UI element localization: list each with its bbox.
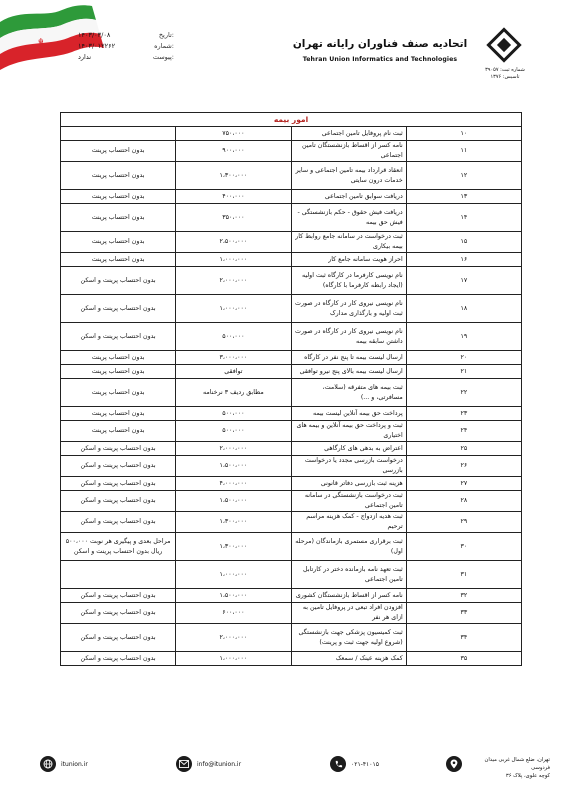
website-link[interactable]: itunion.ir [61,760,88,768]
row-number: ۱۴ [406,204,521,232]
date-label: تاریخ: [158,31,174,39]
email-item [176,756,241,772]
website-item [40,756,88,772]
service-fee: ۱،۵۰۰،۰۰۰ [176,589,291,603]
table-row [61,407,522,421]
row-number: ۲۲ [406,379,521,407]
service-fee: ۱،۰۰۰،۰۰۰ [176,561,291,589]
date-value: ۱۴۰۳/۰۳/۰۸ [78,31,111,39]
service-note: بدون احتساب پرینت [61,204,176,232]
service-note: بدون احتساب پرینت [61,421,176,442]
section-header-row [61,113,522,127]
service-description: ارسال لیست بیمه تا پنج نفر در کارگاه [291,351,406,365]
table-row [61,652,522,666]
phone-number: ۰۲۱-۴۱۰۱۵ [351,760,379,768]
service-description: ثبت درخواست در سامانه جامع روابط کار بیمه بیکاری [291,232,406,253]
service-description: ثبت بیمه های متفرقه (سلامت، مسافرتی، و ...) [291,379,406,407]
service-description: دریافت فیش حقوق - حکم بازنشستگی - فیش حق بیمه [291,204,406,232]
service-fee: ۲،۰۰۰،۰۰۰ [176,267,291,295]
section-title: امور بیمه [61,113,522,127]
service-note: بدون احتساب پرینت [61,162,176,190]
table-row [61,351,522,365]
service-description: کمک هزینه عینک / سمعک [291,652,406,666]
row-number: ۱۰ [406,127,521,141]
service-note: بدون احتساب پرینت و اسکن [61,267,176,295]
row-number: ۱۸ [406,295,521,323]
service-fee: ۱،۵۰۰،۰۰۰ [176,491,291,512]
service-note: بدون احتساب پرینت و اسکن [61,624,176,652]
service-description: نام نویسی نیروی کار در کارگاه در صورت ثبت اولیه و بارگذاری مدارک [291,295,406,323]
union-logo [478,24,530,66]
table-row [61,491,522,512]
address [470,756,550,780]
table-row [61,624,522,652]
service-note: بدون احتساب پرینت [61,407,176,421]
service-note: بدون احتساب پرینت [61,232,176,253]
service-fee: ۲،۵۰۰،۰۰۰ [176,232,291,253]
service-fee: ۵۰۰،۰۰۰ [176,407,291,421]
service-description: ثبت نام پروفایل تامین اجتماعی [291,127,406,141]
attachment-label: پیوست: [152,53,174,61]
service-note: مراحل بعدی و پیگیری هر نوبت ۵۰۰،۰۰۰ ریال بدون احتساب پرینت و اسکن [61,533,176,561]
service-note: بدون احتساب پرینت و اسکن [61,323,176,351]
email-link[interactable]: info@itunion.ir [197,760,242,768]
service-fee: توافقی [176,365,291,379]
location-pin-icon [446,756,462,772]
service-fee: ۱،۰۰۰،۰۰۰ [176,295,291,323]
service-fee: ۱،۰۰۰،۰۰۰ [176,652,291,666]
number-value: ۱۴۰۳/۰۱۲۲۶۲ [78,42,116,50]
service-note: بدون احتساب پرینت [61,351,176,365]
table-row [61,323,522,351]
table-row [61,456,522,477]
service-fee: ۵۰۰،۰۰۰ [176,421,291,442]
row-number: ۳۰ [406,533,521,561]
service-description: نام نویسی نیروی کار در کارگاه در صورت داشتن سابقه بیمه [291,323,406,351]
service-fee: ۹۰۰،۰۰۰ [176,141,291,162]
table-row [61,295,522,323]
table-row [61,442,522,456]
row-number: ۱۱ [406,141,521,162]
service-note [61,561,176,589]
service-description: نامه کسر از اقساط بازنشستگان تامین اجتماعی [291,141,406,162]
service-note: بدون احتساب پرینت و اسکن [61,442,176,456]
svg-text:☬: ☬ [38,37,44,46]
row-number: ۲۴ [406,421,521,442]
row-number: ۲۵ [406,442,521,456]
service-note: بدون احتساب پرینت و اسکن [61,589,176,603]
table-row [61,477,522,491]
service-fee: ۱،۳۰۰،۰۰۰ [176,512,291,533]
service-note: بدون احتساب پرینت و اسکن [61,456,176,477]
service-description: دریافت سوابق تامین اجتماعی [291,190,406,204]
service-description: ثبت و پرداخت حق بیمه آنلاین و بیمه های اختیاری [291,421,406,442]
row-number: ۳۵ [406,652,521,666]
service-fee: ۷۵۰،۰۰۰ [176,127,291,141]
row-number: ۳۴ [406,624,521,652]
mail-icon [176,756,192,772]
service-note: بدون احتساب پرینت [61,190,176,204]
service-description: ثبت برقراری مستمری بازماندگان (مرحله اول) [291,533,406,561]
table-row [61,232,522,253]
service-fee: ۴،۰۰۰،۰۰۰ [176,477,291,491]
row-number: ۱۳ [406,190,521,204]
row-number: ۳۱ [406,561,521,589]
service-description: ارسال لیست بیمه بالای پنج نیرو توافقی [291,365,406,379]
service-description: درخواست بازرسی مجدد یا درخواست بازرسی [291,456,406,477]
table-row [61,204,522,232]
service-description: هزینه ثبت بازرسی دفاتر قانونی [291,477,406,491]
service-fee: ۱،۳۰۰،۰۰۰ [176,162,291,190]
attachment-value: ندارد [78,53,92,61]
row-number: ۱۲ [406,162,521,190]
service-note: بدون احتساب پرینت [61,365,176,379]
row-number: ۲۰ [406,351,521,365]
address-line2: کوچه علوی، پلاک ۳۶ [505,773,550,779]
org-name-fa: اتحادیه صنف فناوران رایانه تهران [292,38,468,50]
table-row [61,561,522,589]
footer [0,750,566,800]
row-number: ۳۳ [406,603,521,624]
service-fee: ۳۵۰،۰۰۰ [176,204,291,232]
service-fee: مطابق ردیف ۳ نرخنامه [176,379,291,407]
row-number: ۲۶ [406,456,521,477]
registration-line1: شماره ثبت: ۳۹۰۵۷ [485,67,525,73]
service-note [61,127,176,141]
row-number: ۲۸ [406,491,521,512]
org-name-en: Tehran Union Informatics and Technologies [302,56,458,63]
service-description: ثبت کمیسیون پزشکی جهت بازنشستگی (شروع اولیه جهت ثبت و پرینت) [291,624,406,652]
table-row [61,141,522,162]
service-description: افزودن افراد تبعی در پروفایل تامین به ازای هر نفر [291,603,406,624]
table-row [61,365,522,379]
service-note: بدون احتساب پرینت و اسکن [61,491,176,512]
table-row [61,533,522,561]
service-note: بدون احتساب پرینت و اسکن [61,652,176,666]
row-number: ۲۹ [406,512,521,533]
service-fee: ۳،۰۰۰،۰۰۰ [176,351,291,365]
insurance-fee-table [60,112,522,666]
row-number: ۳۲ [406,589,521,603]
row-number: ۲۱ [406,365,521,379]
service-fee: ۱،۵۰۰،۰۰۰ [176,456,291,477]
globe-icon [40,756,56,772]
row-number: ۲۷ [406,477,521,491]
service-fee: ۶۰۰،۰۰۰ [176,603,291,624]
table-row [61,190,522,204]
service-note: بدون احتساب پرینت [61,141,176,162]
row-number: ۱۷ [406,267,521,295]
address-line1: تهران، ضلع شمال غربی میدان فردوسی [484,757,550,771]
row-number: ۲۳ [406,407,521,421]
row-number: ۱۹ [406,323,521,351]
service-note: بدون احتساب پرینت [61,379,176,407]
service-note: بدون احتساب پرینت و اسکن [61,295,176,323]
row-number: ۱۵ [406,232,521,253]
org-name [290,38,470,63]
phone-icon [330,756,346,772]
service-description: ثبت تعهد نامه بازمانده دختر در کارتابل تامین اجتماعی [291,561,406,589]
table-row [61,512,522,533]
registration-info [478,67,532,81]
phone-item [330,756,379,772]
number-label: شماره: [154,42,174,50]
table-row [61,267,522,295]
service-description: ثبت درخواست بازنشستگی در سامانه تامین اجتماعی [291,491,406,512]
service-description: ثبت هدیه ازدواج - کمک هزینه مراسم ترحیم [291,512,406,533]
row-number: ۱۶ [406,253,521,267]
service-description: احراز هویت سامانه جامع کار [291,253,406,267]
letter-meta [78,30,174,63]
service-fee: ۲،۰۰۰،۰۰۰ [176,442,291,456]
service-description: اعتراض به بدهی های کارگاهی [291,442,406,456]
service-description: پرداخت حق بیمه آنلاین لیست بیمه [291,407,406,421]
service-note: بدون احتساب پرینت و اسکن [61,603,176,624]
service-fee: ۱،۳۰۰،۰۰۰ [176,533,291,561]
service-note: بدون احتساب پرینت و اسکن [61,512,176,533]
table-row [61,162,522,190]
service-description: نام نویسی کارفرما در کارگاه ثبت اولیه (ایجاد رابطه کارفرما با کارگاه) [291,267,406,295]
registration-line2: تاسیس: ۱۳۷۶ [490,74,520,80]
service-note: بدون احتساب پرینت و اسکن [61,477,176,491]
service-description: نامه کسر از اقساط بازنشستگان کشوری [291,589,406,603]
table-row [61,253,522,267]
service-note: بدون احتساب پرینت [61,253,176,267]
table-row [61,589,522,603]
table-row [61,127,522,141]
service-fee: ۱،۰۰۰،۰۰۰ [176,253,291,267]
table-row [61,603,522,624]
service-description: انعقاد قرارداد بیمه تامین اجتماعی و سایر خدمات درون سایتی [291,162,406,190]
service-fee: ۴۰۰،۰۰۰ [176,190,291,204]
table-row [61,379,522,407]
service-fee: ۲،۰۰۰،۰۰۰ [176,624,291,652]
address-item [446,756,462,772]
service-fee: ۵۰۰،۰۰۰ [176,323,291,351]
table-row [61,421,522,442]
